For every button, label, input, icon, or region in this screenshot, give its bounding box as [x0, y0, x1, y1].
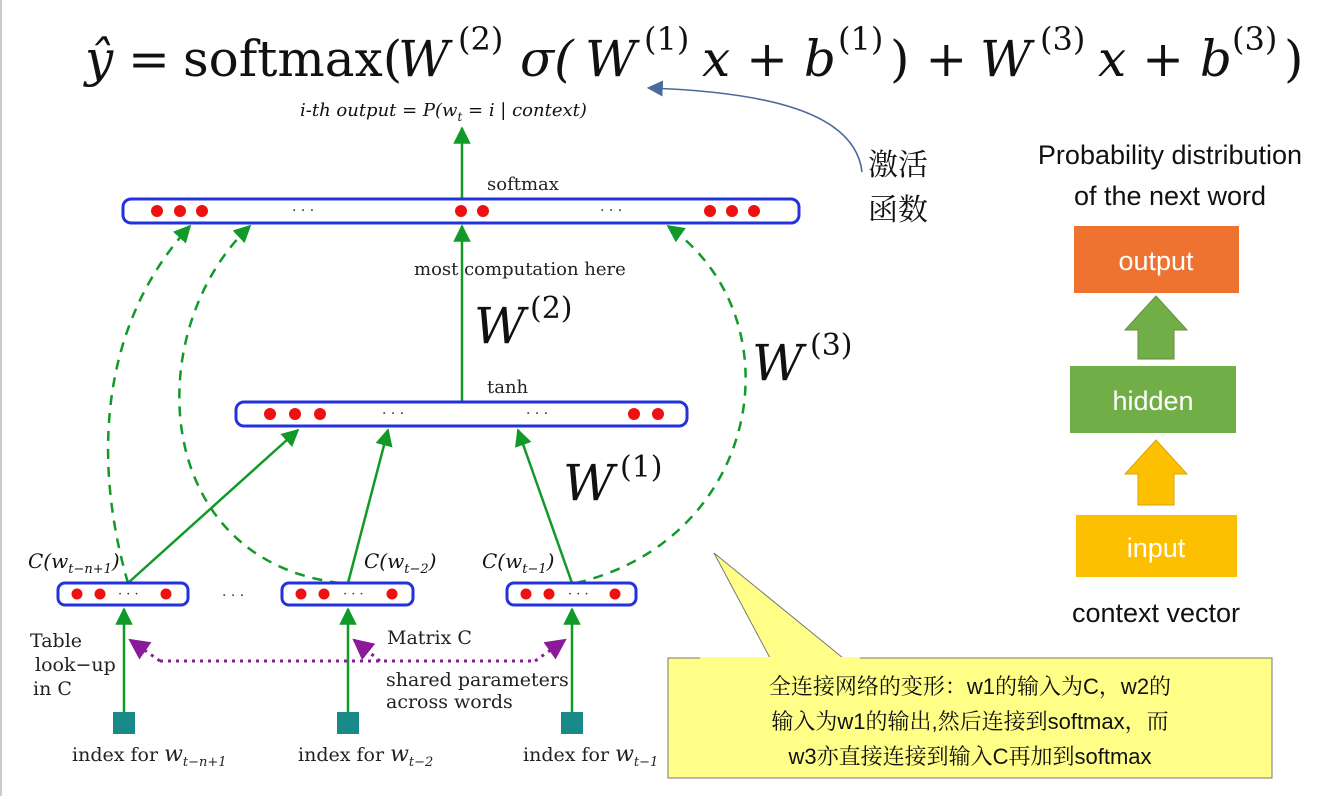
svg-text:C(wt−n+1): $C(w_{t-n+1})$: [28, 549, 120, 577]
index3-var: w: [615, 742, 634, 767]
ctx3-box: [507, 583, 636, 605]
unit-dot: [289, 408, 301, 420]
formula-w1-sup: (1): [644, 20, 690, 58]
shared-params-line2: across words: [386, 691, 513, 713]
index3-sub: t−1: [633, 755, 659, 770]
index-labels: [72, 742, 658, 770]
unit-dot: [151, 205, 163, 217]
svg-text:C(wt−1): $C(w_{t-1})$: [482, 549, 555, 577]
formula: [83, 20, 1304, 88]
unit-dot: [455, 205, 467, 217]
table-lookup-line1: Table: [30, 630, 83, 652]
index2-prefix: index for: [298, 744, 391, 766]
w2-label: W: [474, 297, 526, 355]
stack-title-line2: of the next word: [1073, 181, 1267, 211]
unit-dot: [314, 408, 326, 420]
softmax-layer: [123, 199, 799, 223]
formula-w2: W: [398, 30, 450, 88]
formula-equals: =: [128, 30, 170, 88]
activation-text-line2: 函数: [868, 194, 928, 227]
ctx1-sub: t−n+1: [68, 562, 112, 577]
w3-sup: (3): [810, 328, 853, 363]
activation-text-line1: 激活: [868, 149, 928, 182]
index3-prefix: index for: [523, 744, 616, 766]
output-label-rest: = i | context): [462, 100, 587, 121]
unit-dot: [726, 205, 738, 217]
ctx2-dots: · · ·: [343, 587, 364, 602]
softmax-dots-2: · · ·: [600, 203, 623, 219]
unit-dot: [161, 589, 172, 600]
w2-sup: (2): [530, 291, 573, 326]
unit-dot: [196, 205, 208, 217]
matrix-label: Matrix C: [387, 627, 472, 649]
table-lookup-text: [30, 630, 116, 700]
ctx1-label: C(w: [28, 549, 69, 573]
tanh-dots-1: · · ·: [382, 406, 405, 422]
unit-dot: [652, 408, 664, 420]
ctx-gap-dots: · · ·: [222, 588, 245, 604]
unit-dot: [704, 205, 716, 217]
svg-text:index for wt−2: [298, 742, 433, 770]
formula-w3-sup: (3): [1040, 20, 1086, 58]
hidden-to-output-arrow: [1125, 296, 1187, 359]
tanh-layer: [236, 402, 687, 426]
ctx1-box: [58, 583, 188, 605]
unit-dot: [296, 589, 307, 600]
formula-x3: x + b: [1098, 30, 1232, 88]
output-box-label: output: [1118, 246, 1194, 276]
input-box-label: input: [1126, 533, 1186, 563]
tanh-label: tanh: [487, 377, 529, 398]
input-to-hidden-arrow: [1125, 440, 1187, 505]
unit-dot: [95, 589, 106, 600]
formula-close: ): [1284, 30, 1304, 88]
unit-dot: [521, 589, 532, 600]
hidden-box-label: hidden: [1112, 386, 1194, 416]
formula-b3-sup: (3): [1232, 20, 1278, 58]
svg-text:C(wt−2): $C(w_{t-2})$: [364, 549, 437, 577]
softmax-label: softmax: [487, 174, 559, 195]
output-label-main: i-th output = P(w: [300, 100, 458, 121]
w3-label: W: [752, 334, 804, 392]
output-label-sub: t: [457, 110, 463, 124]
callout-line2: 输入为w1的输出,然后连接到softmax，而: [771, 709, 1169, 734]
ctx2-label: C(w: [364, 549, 405, 573]
ctx1-to-hidden-arrow: [128, 430, 298, 583]
svg-text:i-th output = P(wt = i | conte: [300, 100, 587, 124]
svg-text:index for wt−n+1: [72, 742, 227, 770]
w1-label: W: [563, 454, 615, 512]
unit-dot: [628, 408, 640, 420]
unit-dot: [544, 589, 555, 600]
index1-prefix: index for: [72, 744, 165, 766]
index-square-2: [337, 712, 359, 734]
unit-dot: [477, 205, 489, 217]
formula-yhat: ŷ: [85, 30, 114, 88]
formula-w3: W: [980, 30, 1032, 88]
unit-dot: [72, 589, 83, 600]
ctx3-label: C(w: [482, 549, 523, 573]
unit-dot: [387, 589, 398, 600]
context-labels: [28, 549, 554, 577]
index-square-1: [113, 712, 135, 734]
stack-diagram: [1038, 140, 1302, 628]
context-vector-label: context vector: [1071, 598, 1241, 628]
table-lookup-line3: in C: [33, 678, 72, 700]
formula-x1: x + b: [702, 30, 836, 88]
table-lookup-line2: look−up: [35, 654, 116, 676]
ctx1-dots: · · ·: [118, 587, 139, 602]
formula-softmax: softmax(: [183, 30, 403, 88]
ctx2-box: [282, 583, 413, 605]
output-label: [300, 100, 587, 124]
unit-dot: [748, 205, 760, 217]
stack-title-line1: Probability distribution: [1037, 140, 1303, 170]
unit-dot: [174, 205, 186, 217]
index1-sub: t−n+1: [182, 755, 227, 770]
callout: [668, 553, 1272, 778]
ctx2-sub: t−2: [404, 562, 429, 577]
formula-mid: ) +: [890, 30, 968, 88]
formula-w1: W: [585, 30, 637, 88]
activation-annotation: [868, 149, 928, 227]
shared-params-line1: shared parameters: [386, 669, 569, 691]
index-square-3: [561, 712, 583, 734]
callout-line1: 全连接网络的变形：w1的输入为C，w2的: [768, 674, 1172, 699]
formula-w2-sup: (2): [458, 20, 504, 58]
index1-var: w: [164, 742, 183, 767]
formula-sigma: σ(: [520, 30, 574, 88]
callout-line3: w3亦直接连接到输入C再加到softmax: [788, 744, 1152, 769]
index2-var: w: [390, 742, 409, 767]
softmax-dots-1: · · ·: [292, 203, 315, 219]
index2-sub: t−2: [408, 755, 434, 770]
activation-pointer-arrow: [650, 88, 862, 172]
ctx3-sub: t−1: [522, 562, 547, 577]
w1-sup: (1): [620, 450, 663, 485]
skip-ctx1-dashed: [108, 226, 190, 583]
tanh-dots-2: · · ·: [526, 406, 549, 422]
matrix-text: [386, 627, 569, 713]
unit-dot: [319, 589, 330, 600]
formula-b1-sup: (1): [838, 20, 884, 58]
unit-dot: [610, 589, 621, 600]
svg-text:index for wt−1: [523, 742, 658, 770]
ctx3-dots: · · ·: [568, 587, 589, 602]
unit-dot: [264, 408, 276, 420]
computation-label: most computation here: [414, 259, 626, 280]
